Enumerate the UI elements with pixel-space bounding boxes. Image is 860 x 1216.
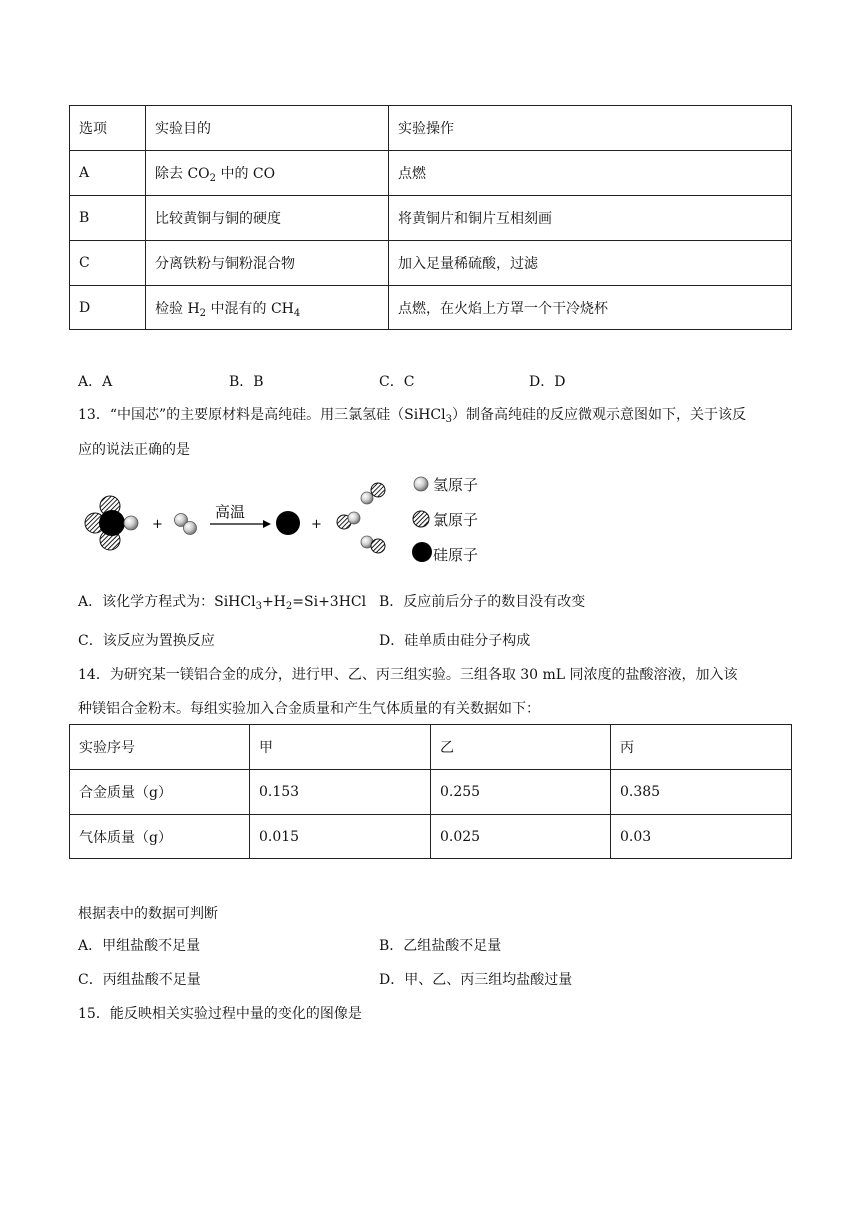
condition-high-temp: 高温	[215, 503, 246, 521]
table-header-row	[70, 106, 792, 151]
q14-option-d[interactable]: D．甲、乙、丙三组均盐酸过量	[379, 972, 573, 988]
atom-legend	[412, 472, 512, 567]
q13-option-c[interactable]: C．该反应为置换反应	[78, 633, 215, 649]
row-option: A	[70, 151, 146, 196]
table-row	[70, 286, 792, 330]
row-option: D	[70, 286, 146, 330]
cell-value: 0.153	[250, 770, 431, 815]
sihcl3-molecule	[85, 496, 138, 550]
table-header-row	[70, 725, 792, 770]
table-row	[70, 151, 792, 196]
reaction-arrow	[210, 520, 271, 528]
row-purpose: 分离铁粉与铜粉混合物	[146, 241, 389, 286]
row-operation: 点燃，在火焰上方罩一个干冷烧杯	[389, 286, 792, 330]
header-group-bing: 丙	[611, 725, 792, 770]
header-group-jia: 甲	[250, 725, 431, 770]
silicon-atom-icon	[412, 542, 434, 564]
row-operation: 点燃	[389, 151, 792, 196]
q13-stem-line1: 13．“中国芯”的主要原材料是高纯硅。用三氯氢硅（SiHCl$_3$）制备高纯硅的反应微观示意图如下，关于该反	[78, 407, 746, 425]
q13-option-a[interactable]: A．该化学方程式为：$SiHCl_3+H_2=Si+3HCl$	[78, 594, 367, 612]
row-label: 气体质量（g）	[70, 815, 250, 859]
header-group-yi: 乙	[431, 725, 611, 770]
h2-molecule	[175, 514, 197, 535]
cell-value: 0.025	[431, 815, 611, 859]
q12-option-b[interactable]: B．B	[229, 374, 264, 390]
row-label: 合金质量（g）	[70, 770, 250, 815]
q12-option-d[interactable]: D．D	[529, 374, 566, 390]
q13-option-d[interactable]: D．硅单质由硅分子构成	[379, 633, 531, 649]
q15-stem: 15．能反映相关实验过程中量的变化的图像是	[78, 1006, 362, 1022]
chlorine-atom-icon	[412, 510, 432, 530]
plus-sign-2: +	[311, 517, 322, 532]
row-purpose: 检验 $H_2$ 中混有的 $CH_4$	[146, 286, 389, 330]
q14-option-b[interactable]: B．乙组盐酸不足量	[379, 938, 502, 954]
table-row	[70, 196, 792, 241]
cell-value: 0.255	[431, 770, 611, 815]
header-operation: 实验操作	[389, 106, 792, 151]
q12-option-c[interactable]: C．C	[379, 374, 415, 390]
q14-option-c[interactable]: C．丙组盐酸不足量	[78, 972, 201, 988]
row-option: C	[70, 241, 146, 286]
table-row	[70, 770, 792, 815]
alloy-data-table	[69, 724, 792, 859]
header-purpose: 实验目的	[146, 106, 389, 151]
hydrogen-atom-icon	[412, 475, 432, 495]
plus-sign-1: +	[152, 517, 163, 532]
experiment-options-table	[69, 105, 792, 330]
header-option: 选项	[70, 106, 146, 151]
table-row	[70, 815, 792, 859]
q12-option-a[interactable]: A．A	[78, 374, 113, 390]
hcl-molecules	[337, 483, 385, 553]
q13-option-b[interactable]: B．反应前后分子的数目没有改变	[379, 594, 586, 610]
q13-stem-line2: 应的说法正确的是	[78, 442, 190, 458]
legend-label-chlorine: 氯原子	[433, 511, 479, 529]
q14-prompt: 根据表中的数据可判断	[78, 906, 218, 922]
q14-stem-line1: 14．为研究某一镁铝合金的成分，进行甲、乙、丙三组实验。三组各取 30 mL 同浓度的盐酸溶液，加入该	[78, 667, 738, 683]
cell-value: 0.015	[250, 815, 431, 859]
legend-label-hydrogen: 氢原子	[433, 476, 479, 494]
row-operation: 将黄铜片和铜片互相刻画	[389, 196, 792, 241]
q14-stem-line2: 种镁铝合金粉末。每组实验加入合金质量和产生气体质量的有关数据如下：	[78, 701, 540, 717]
row-purpose: 除去 $CO_2$ 中的 CO	[146, 151, 389, 196]
si-atom-product	[276, 511, 300, 535]
table-row	[70, 241, 792, 286]
header-experiment-no: 实验序号	[70, 725, 250, 770]
row-purpose: 比较黄铜与铜的硬度	[146, 196, 389, 241]
row-option: B	[70, 196, 146, 241]
row-operation: 加入足量稀硫酸，过滤	[389, 241, 792, 286]
q14-option-a[interactable]: A．甲组盐酸不足量	[78, 938, 201, 954]
legend-label-silicon: 硅原子	[433, 546, 479, 564]
cell-value: 0.03	[611, 815, 792, 859]
cell-value: 0.385	[611, 770, 792, 815]
